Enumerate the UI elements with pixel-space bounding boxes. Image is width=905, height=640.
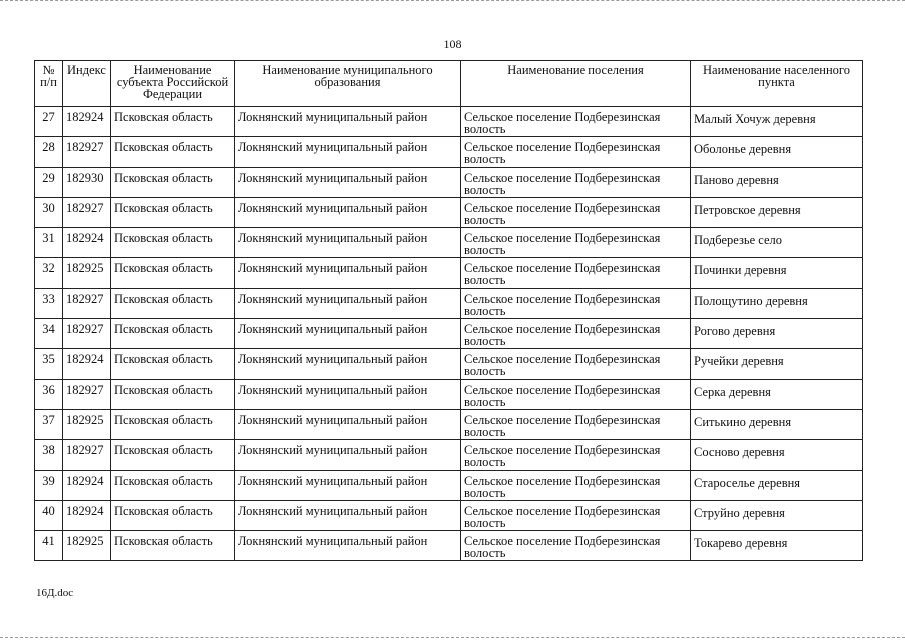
cell-municipality: Локнянский муниципальный район [235, 409, 461, 439]
cell-locality: Рогово деревня [691, 319, 863, 349]
cell-index: 182924 [63, 470, 111, 500]
scan-edge-top [0, 0, 905, 6]
cell-index: 182927 [63, 379, 111, 409]
cell-locality: Сосново деревня [691, 440, 863, 470]
cell-index: 182924 [63, 228, 111, 258]
cell-locality: Оболонье деревня [691, 137, 863, 167]
cell-locality: Староселье деревня [691, 470, 863, 500]
cell-locality: Подберезье село [691, 228, 863, 258]
cell-settlement: Сельское поселение Подберезинская волость [461, 470, 691, 500]
cell-locality: Струйно деревня [691, 500, 863, 530]
cell-settlement: Сельское поселение Подберезинская волость [461, 288, 691, 318]
cell-subject: Псковская область [111, 319, 235, 349]
cell-index: 182924 [63, 349, 111, 379]
cell-num: 37 [35, 409, 63, 439]
cell-subject: Псковская область [111, 228, 235, 258]
cell-municipality: Локнянский муниципальный район [235, 228, 461, 258]
cell-settlement: Сельское поселение Подберезинская волость [461, 319, 691, 349]
cell-municipality: Локнянский муниципальный район [235, 349, 461, 379]
header-settlement: Наименование поселения [461, 61, 691, 107]
cell-num: 28 [35, 137, 63, 167]
settlements-table [34, 60, 863, 561]
table-row [35, 197, 863, 227]
table-row [35, 379, 863, 409]
cell-num: 30 [35, 197, 63, 227]
cell-municipality: Локнянский муниципальный район [235, 288, 461, 318]
cell-subject: Псковская область [111, 137, 235, 167]
cell-index: 182927 [63, 288, 111, 318]
cell-locality: Полощутино деревня [691, 288, 863, 318]
cell-subject: Псковская область [111, 288, 235, 318]
scan-edge-bottom [0, 632, 905, 638]
cell-subject: Псковская область [111, 531, 235, 561]
cell-index: 182927 [63, 197, 111, 227]
cell-index: 182925 [63, 409, 111, 439]
table-row [35, 167, 863, 197]
cell-municipality: Локнянский муниципальный район [235, 500, 461, 530]
cell-municipality: Локнянский муниципальный район [235, 531, 461, 561]
cell-num: 38 [35, 440, 63, 470]
cell-municipality: Локнянский муниципальный район [235, 107, 461, 137]
cell-num: 40 [35, 500, 63, 530]
cell-settlement: Сельское поселение Подберезинская волость [461, 531, 691, 561]
cell-locality: Ситькино деревня [691, 409, 863, 439]
table-header [35, 61, 863, 107]
cell-subject: Псковская область [111, 500, 235, 530]
cell-num: 31 [35, 228, 63, 258]
cell-index: 182927 [63, 440, 111, 470]
table-row [35, 500, 863, 530]
cell-subject: Псковская область [111, 409, 235, 439]
cell-settlement: Сельское поселение Подберезинская волость [461, 167, 691, 197]
table-header-row [35, 61, 863, 107]
page-number: 108 [443, 37, 462, 51]
table-row [35, 470, 863, 500]
cell-settlement: Сельское поселение Подберезинская волость [461, 107, 691, 137]
cell-locality: Серка деревня [691, 379, 863, 409]
cell-municipality: Локнянский муниципальный район [235, 167, 461, 197]
table-row [35, 409, 863, 439]
cell-municipality: Локнянский муниципальный район [235, 319, 461, 349]
cell-subject: Псковская область [111, 379, 235, 409]
cell-municipality: Локнянский муниципальный район [235, 440, 461, 470]
cell-subject: Псковская область [111, 349, 235, 379]
cell-locality: Паново деревня [691, 167, 863, 197]
table-row [35, 137, 863, 167]
cell-subject: Псковская область [111, 107, 235, 137]
cell-municipality: Локнянский муниципальный район [235, 470, 461, 500]
cell-locality: Починки деревня [691, 258, 863, 288]
table-row [35, 288, 863, 318]
cell-index: 182930 [63, 167, 111, 197]
header-num: № п/п [35, 61, 63, 107]
table-row [35, 107, 863, 137]
cell-municipality: Локнянский муниципальный район [235, 197, 461, 227]
cell-locality: Токарево деревня [691, 531, 863, 561]
table-row [35, 258, 863, 288]
header-index: Индекс [63, 61, 111, 107]
cell-subject: Псковская область [111, 440, 235, 470]
cell-settlement: Сельское поселение Подберезинская волость [461, 500, 691, 530]
cell-index: 182925 [63, 531, 111, 561]
table-row [35, 440, 863, 470]
header-municipality: Наименование муниципального образования [235, 61, 461, 107]
header-locality: Наименование населенного пункта [691, 61, 863, 107]
header-subject: Наименование субъекта Российской Федерации [111, 61, 235, 107]
cell-index: 182927 [63, 319, 111, 349]
cell-settlement: Сельское поселение Подберезинская волость [461, 258, 691, 288]
table-row [35, 228, 863, 258]
cell-settlement: Сельское поселение Подберезинская волость [461, 228, 691, 258]
cell-subject: Псковская область [111, 197, 235, 227]
table-body [35, 107, 863, 561]
cell-index: 182927 [63, 137, 111, 167]
cell-num: 29 [35, 167, 63, 197]
cell-index: 182924 [63, 107, 111, 137]
cell-municipality: Локнянский муниципальный район [235, 137, 461, 167]
cell-municipality: Локнянский муниципальный район [235, 258, 461, 288]
cell-num: 36 [35, 379, 63, 409]
cell-num: 35 [35, 349, 63, 379]
cell-num: 32 [35, 258, 63, 288]
cell-settlement: Сельское поселение Подберезинская волость [461, 137, 691, 167]
cell-locality: Ручейки деревня [691, 349, 863, 379]
cell-num: 34 [35, 319, 63, 349]
table-row [35, 349, 863, 379]
cell-subject: Псковская область [111, 167, 235, 197]
cell-settlement: Сельское поселение Подберезинская волость [461, 409, 691, 439]
cell-settlement: Сельское поселение Подберезинская волость [461, 379, 691, 409]
cell-locality: Малый Хочуж деревня [691, 107, 863, 137]
cell-locality: Петровское деревня [691, 197, 863, 227]
table-row [35, 319, 863, 349]
cell-num: 33 [35, 288, 63, 318]
cell-index: 182925 [63, 258, 111, 288]
table-row [35, 531, 863, 561]
footer-filename: 16Д.doc [36, 587, 74, 599]
cell-num: 39 [35, 470, 63, 500]
cell-settlement: Сельское поселение Подберезинская волость [461, 440, 691, 470]
cell-num: 41 [35, 531, 63, 561]
cell-subject: Псковская область [111, 258, 235, 288]
cell-subject: Псковская область [111, 470, 235, 500]
cell-settlement: Сельское поселение Подберезинская волость [461, 349, 691, 379]
cell-municipality: Локнянский муниципальный район [235, 379, 461, 409]
cell-index: 182924 [63, 500, 111, 530]
cell-settlement: Сельское поселение Подберезинская волость [461, 197, 691, 227]
cell-num: 27 [35, 107, 63, 137]
